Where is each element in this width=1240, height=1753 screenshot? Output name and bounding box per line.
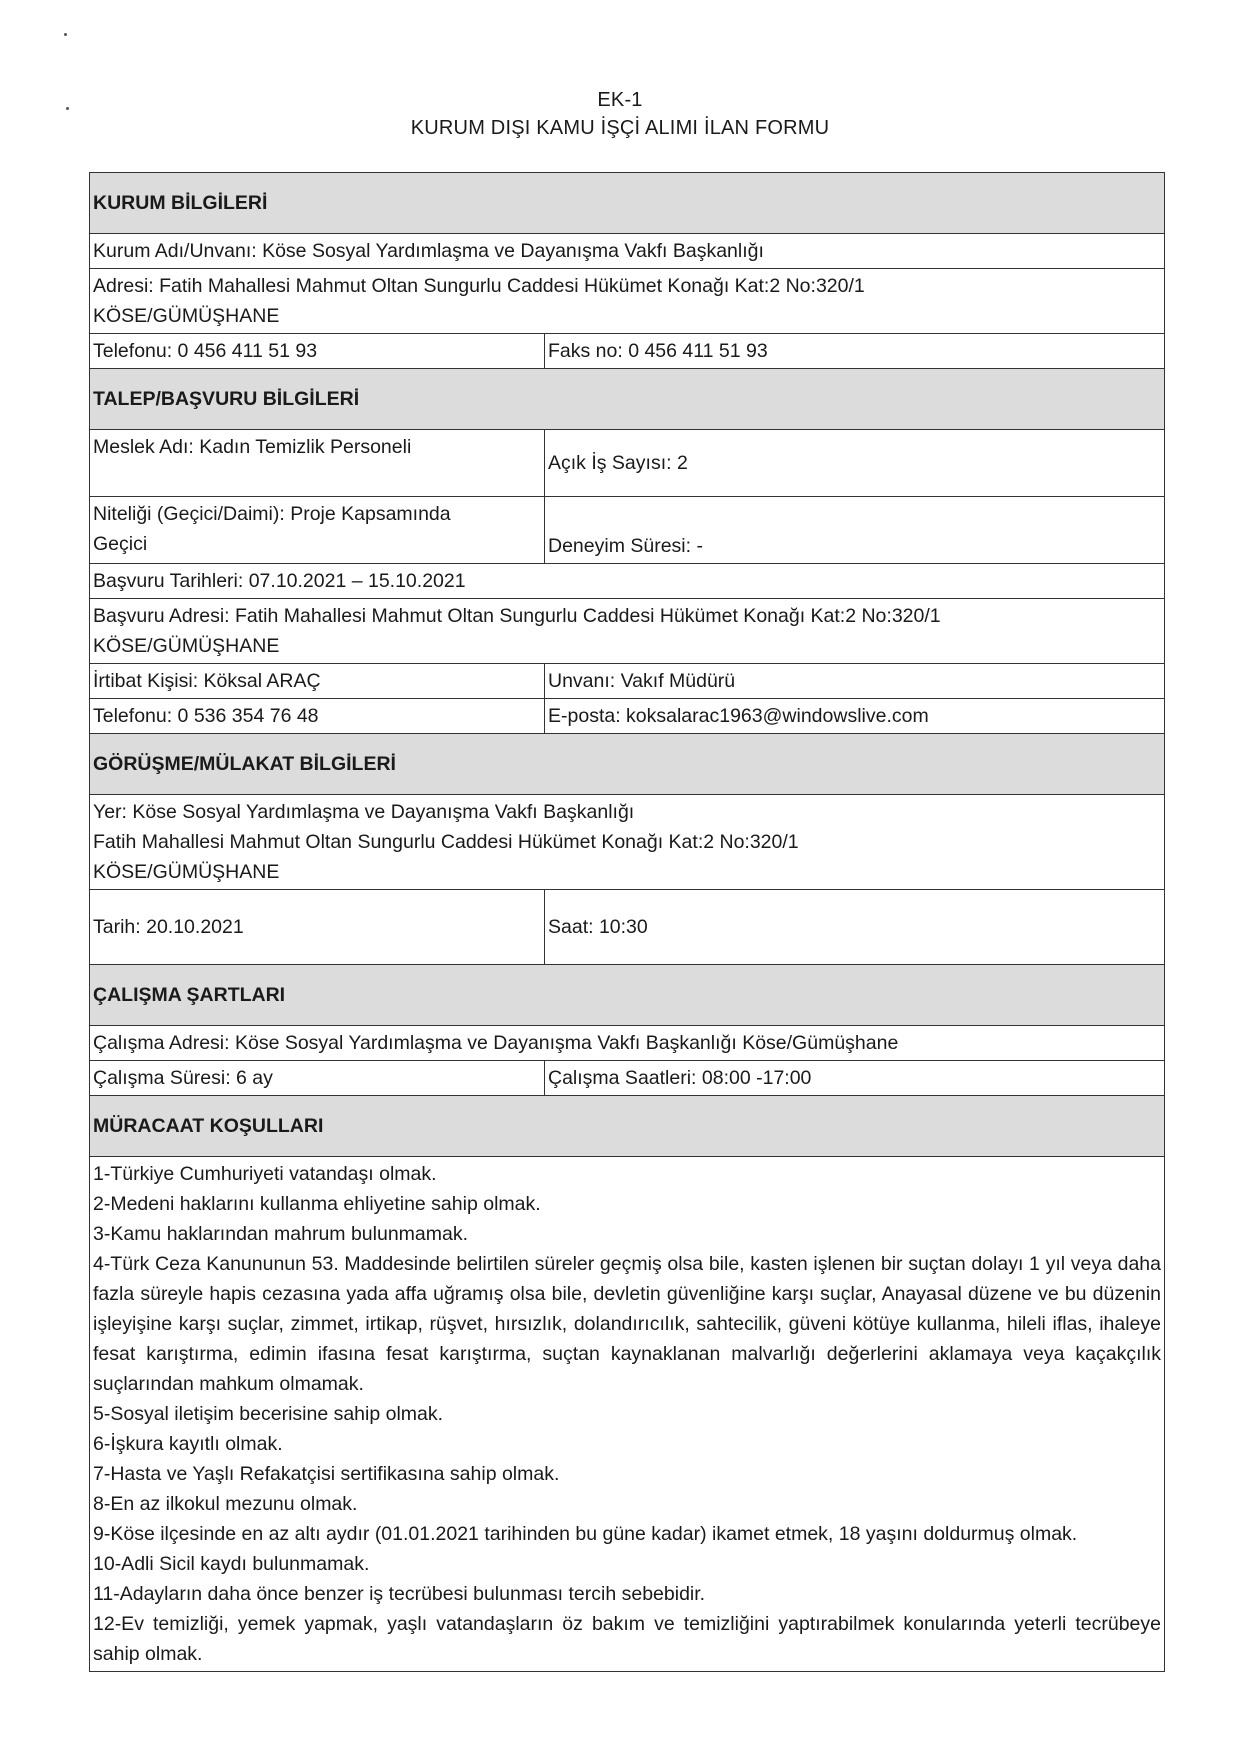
requirements-list (90, 1157, 1165, 1672)
contact-title: Unvanı: Vakıf Müdürü (545, 664, 1165, 699)
application-address-line2: KÖSE/GÜMÜŞHANE (93, 635, 280, 657)
institution-phone: Telefonu: 0 456 411 51 93 (90, 334, 545, 369)
announcement-form-table (89, 172, 1165, 1672)
interview-location-line1: Yer: Köse Sosyal Yardımlaşma ve Dayanışma Vakfı Başkanlığı (93, 801, 635, 823)
contact-email: E-posta: koksalarac1963@windowslive.com (545, 699, 1165, 734)
contact-person: İrtibat Kişisi: Köksal ARAÇ (90, 664, 545, 699)
position-nature-line1: Niteliği (Geçici/Daimi): Proje Kapsamında (93, 503, 451, 525)
experience-duration: Deneyim Süresi: - (545, 497, 1165, 564)
interview-location-line3: KÖSE/GÜMÜŞHANE (93, 861, 280, 883)
institution-address-line1: Adresi: Fatih Mahallesi Mahmut Oltan Sungurlu Caddesi Hükümet Konağı Kat:2 No:320/1 (93, 275, 865, 297)
section-institution-info: KURUM BİLGİLERİ (90, 173, 1165, 234)
requirement-item: 1-Türkiye Cumhuriyeti vatandaşı olmak. (93, 1163, 437, 1185)
interview-date: Tarih: 20.10.2021 (90, 890, 545, 965)
position-nature-line2: Geçici (93, 533, 148, 555)
occupation-name: Meslek Adı: Kadın Temizlik Personeli (90, 430, 545, 497)
application-address (90, 599, 1165, 664)
interview-time: Saat: 10:30 (545, 890, 1165, 965)
requirement-item: 5-Sosyal iletişim becerisine sahip olmak. (93, 1403, 444, 1425)
requirement-item: 8-En az ilkokul mezunu olmak. (93, 1493, 358, 1515)
section-application-requirements: MÜRACAAT KOŞULLARI (90, 1096, 1165, 1157)
scan-speck (64, 33, 67, 36)
interview-location-line2: Fatih Mahallesi Mahmut Oltan Sungurlu Caddesi Hükümet Konağı Kat:2 No:320/1 (93, 831, 799, 853)
requirement-item: 2-Medeni haklarını kullanma ehliyetine sahip olmak. (93, 1193, 541, 1215)
application-address-line1: Başvuru Adresi: Fatih Mahallesi Mahmut Oltan Sungurlu Caddesi Hükümet Konağı Kat:2 No:320/1 (93, 605, 941, 627)
requirement-item: 10-Adli Sicil kaydı bulunmamak. (93, 1553, 370, 1575)
requirement-item: 3-Kamu haklarından mahrum bulunmamak. (93, 1223, 469, 1245)
annex-code: EK-1 (597, 89, 643, 111)
work-hours: Çalışma Saatleri: 08:00 -17:00 (545, 1061, 1165, 1096)
institution-address (90, 269, 1165, 334)
open-position-count: Açık İş Sayısı: 2 (545, 430, 1165, 497)
section-interview-info: GÖRÜŞME/MÜLAKAT BİLGİLERİ (90, 734, 1165, 795)
requirement-item: 7-Hasta ve Yaşlı Refakatçisi sertifikasına sahip olmak. (93, 1463, 560, 1485)
interview-location (90, 795, 1165, 890)
requirement-item: 6-İşkura kayıtlı olmak. (93, 1433, 283, 1455)
contact-phone: Telefonu: 0 536 354 76 48 (90, 699, 545, 734)
institution-name: Kurum Adı/Unvanı: Köse Sosyal Yardımlaşma ve Dayanışma Vakfı Başkanlığı (90, 234, 1165, 269)
work-duration: Çalışma Süresi: 6 ay (90, 1061, 545, 1096)
document-header (0, 86, 1240, 142)
requirement-item: 9-Köse ilçesinde en az altı aydır (01.01.2021 tarihinden bu güne kadar) ikamet etmek, 18 yaşını doldurmuş olmak. (93, 1523, 1078, 1545)
requirement-item: 12-Ev temizliği, yemek yapmak, yaşlı vatandaşların öz bakım ve temizliğini yaptırabilmek konularında yeterli tecrübeye sahip olmak. (93, 1613, 1161, 1665)
institution-fax: Faks no: 0 456 411 51 93 (545, 334, 1165, 369)
section-application-info: TALEP/BAŞVURU BİLGİLERİ (90, 369, 1165, 430)
position-nature (90, 497, 545, 564)
requirement-item: 11-Adayların daha önce benzer iş tecrübesi bulunması tercih sebebidir. (93, 1583, 706, 1605)
institution-address-line2: KÖSE/GÜMÜŞHANE (93, 305, 280, 327)
work-address: Çalışma Adresi: Köse Sosyal Yardımlaşma ve Dayanışma Vakfı Başkanlığı Köse/Gümüşhane (90, 1026, 1165, 1061)
form-title: KURUM DIŞI KAMU İŞÇİ ALIMI İLAN FORMU (410, 117, 830, 139)
requirement-item: 4-Türk Ceza Kanununun 53. Maddesinde belirtilen süreler geçmiş olsa bile, kasten işlenen bir suçtan dolayı 1 yıl veya daha fazla süreyle hapis cezasına yada affa uğramış olsa bile, devletin güvenliğine karşı suçlar, Anayasal düzene ve bu düzenin işleyişine karşı suçlar, zimmet, irtikap, rüşvet, hırsızlık, dolandırıcılık, sahtecilik, güveni kötüye kullanma, hileli iflas, ihaleye fesat karıştırma, edimin ifasına fesat karıştırma, suçtan kaynaklanan malvarlığı değerlerini aklamaya veya kaçakçılık suçlarından mahkum olmamak. (93, 1253, 1161, 1395)
application-dates: Başvuru Tarihleri: 07.10.2021 – 15.10.2021 (90, 564, 1165, 599)
section-working-conditions: ÇALIŞMA ŞARTLARI (90, 965, 1165, 1026)
